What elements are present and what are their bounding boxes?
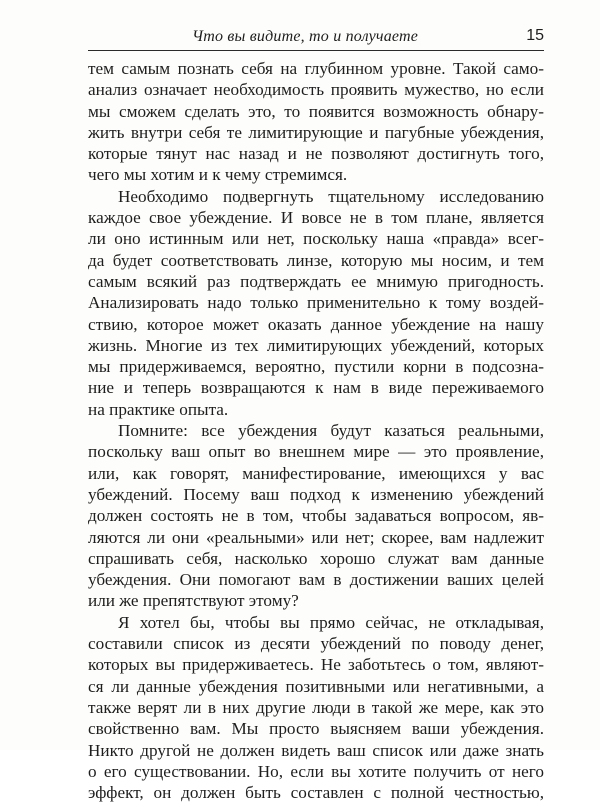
running-title: Что вы видите, то и получаете (192, 28, 419, 45)
text-line: поскольку ваш опыт во внешнем мире — это проявление, (88, 442, 544, 462)
text-line: убеждений. Посему ваш подход к изменению убеждений (88, 484, 544, 504)
text-line: должен состоять не в том, чтобы задаваться вопросом, яв- (88, 506, 544, 526)
text-line: свойственно вам. Мы просто выясняем ваши убеждения. (88, 719, 544, 739)
text-line: мы сможем сделать это, то появится возможность обнару- (88, 101, 544, 121)
text-line: ли оно истинным или нет, поскольку наша «правда» всег- (88, 229, 544, 249)
text-line: о его существовании. Но, если вы хотите получить от него (88, 761, 544, 781)
text-line: самым всякий раз подтверждать ее мнимую пригодность. (88, 271, 544, 291)
text-line: жить внутри себя те лимитирующие и пагубные убеждения, (88, 122, 544, 142)
text-line: составили список из десяти убеждений по поводу денег, (88, 634, 544, 654)
text-line: которых вы придерживаетесь. Не заботьтесь о том, являют- (88, 655, 544, 675)
paragraph (88, 420, 544, 612)
paragraph (88, 612, 544, 803)
text-line: убеждения. Они помогают вам в достижении ваших целей (88, 570, 544, 590)
text-line: Помните: все убеждения будут казаться реальными, (118, 421, 544, 441)
text-line: Я хотел бы, чтобы вы прямо сейчас, не откладывая, (118, 612, 544, 632)
paragraph (88, 58, 544, 186)
text-line: чего мы хотим и к чему стремимся. (88, 165, 348, 185)
text-line: также верят ли в них другие люди в такой же мере, как это (88, 697, 544, 717)
text-line: ствию, которое может оказать данное убеждение на нашу (88, 314, 544, 334)
body-text (88, 58, 544, 803)
running-header (88, 26, 544, 51)
page-number: 15 (526, 27, 544, 44)
text-line: или, как говорят, манифестирование, имеющихся у вас (88, 463, 544, 483)
paragraph (88, 186, 544, 420)
text-line: которые тянут нас назад и не позволяют достигнуть того, (88, 144, 544, 164)
text-line: ся ли данные убеждения позитивными или негативными, а (88, 676, 544, 696)
text-line: жизнь. Многие из тех лимитирующих убеждений, которых (88, 335, 544, 355)
text-line: ние и теперь возвращаются к нам в виде переживаемого (88, 378, 544, 398)
text-line: анализ означает необходимость проявить мужество, но если (88, 80, 544, 100)
text-line: эффект, он должен быть составлен с полной честностью, (88, 783, 544, 803)
text-line: спрашивать себя, насколько хорошо служат вам данные (88, 548, 544, 568)
text-line: Никто другой не должен видеть ваш список или даже знать (88, 740, 544, 760)
text-line: мы придерживаемся, вероятно, пустили корни в подсозна- (88, 357, 544, 377)
text-line: на практике опыта. (88, 399, 229, 419)
text-line: Необходимо подвергнуть тщательному исследованию (118, 186, 544, 206)
text-line: каждое свое убеждение. И вовсе не в том плане, является (88, 208, 544, 228)
text-line: Анализировать надо только применительно к тому воздей- (88, 293, 544, 313)
text-line: ляются ли они «реальными» или нет; скорее, вам надлежит (88, 527, 544, 547)
text-line: или же препятствуют этому? (88, 591, 299, 611)
text-line: да будет соответствовать линзе, которую мы носим, и тем (88, 250, 544, 270)
text-line: тем самым познать себя на глубинном уровне. Такой само- (88, 59, 544, 78)
